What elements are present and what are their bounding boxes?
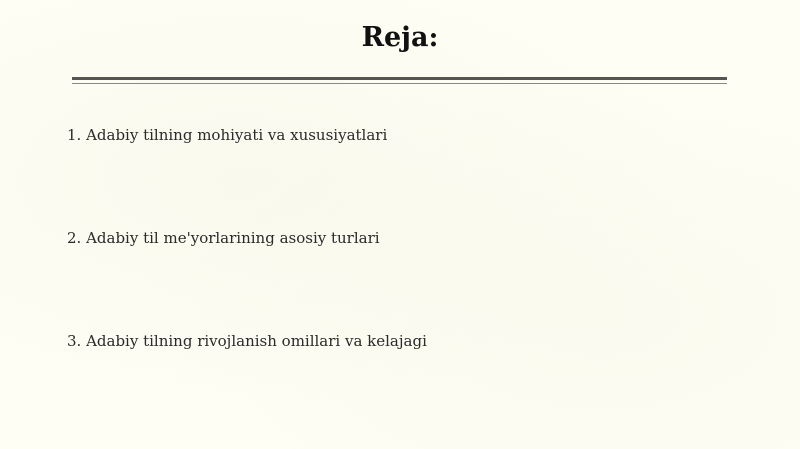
- plan-item-1: 1. Adabiy tilning mohiyati va xususiyatlari: [67, 126, 388, 144]
- title-divider-thick: [72, 77, 727, 80]
- plan-item-2: 2. Adabiy til me'yorlarining asosiy turlari: [67, 229, 380, 247]
- slide-title: Reja:: [361, 22, 439, 53]
- title-divider-thin: [72, 83, 727, 84]
- plan-item-3: 3. Adabiy tilning rivojlanish omillari va kelajagi: [67, 332, 427, 350]
